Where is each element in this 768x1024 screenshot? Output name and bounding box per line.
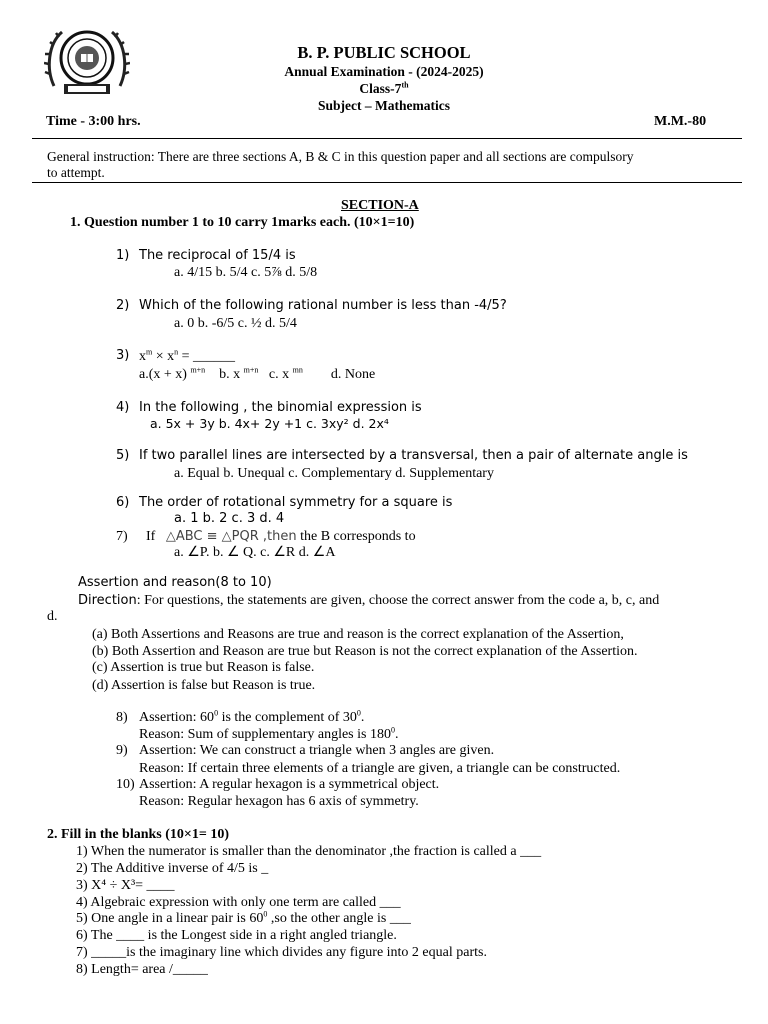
mcq-4-options: a. 5x + 3y b. 4x+ 2y +1 c. 3xy² d. 2x⁴: [150, 416, 389, 431]
mcq-1-text: The reciprocal of 15/4 is: [139, 248, 296, 263]
general-instruction-line2: to attempt.: [47, 165, 105, 180]
mcq-7-text: If △ABC ≡ △PQR ,then the B corresponds to: [146, 529, 416, 544]
assertion-heading: Assertion and reason(8 to 10): [78, 575, 272, 590]
mcq-4-text: In the following , the binomial expression is: [139, 400, 422, 415]
code-d: (d) Assertion is false but Reason is true.: [92, 678, 316, 693]
fill-blank-1: 1) When the numerator is smaller than the denominator ,the fraction is called a ___: [76, 844, 542, 859]
divider-top: [32, 138, 742, 139]
ar-10-reason: Reason: Regular hexagon has 6 axis of symmetry.: [139, 794, 419, 809]
fill-blank-3: 3) X⁴ ÷ X³= ____: [76, 878, 175, 893]
fill-blank-7: 7) _____is the imaginary line which divides any figure into 2 equal parts.: [76, 945, 487, 960]
school-name: B. P. PUBLIC SCHOOL: [297, 43, 471, 62]
mcq-7-number: 7): [116, 529, 128, 544]
mcq-5-number: 5): [116, 448, 130, 463]
fill-blank-6: 6) The ____ is the Longest side in a right angled triangle.: [76, 928, 397, 943]
mcq-5-text: If two parallel lines are intersected by a transversal, then a pair of alternate angle is: [139, 448, 688, 463]
mcq-3-options: a.(x + x) $^{m+n}$ b. x $^{m+n}$ c. x $^{mn}$ d. None: [139, 365, 376, 382]
code-a: (a) Both Assertions and Reasons are true and reason is the correct explanation of the Assertion,: [92, 627, 624, 642]
section-a-title: SECTION-A: [341, 198, 419, 213]
exam-title: Annual Examination - (2024-2025): [284, 64, 484, 79]
mcq-4-number: 4): [116, 400, 130, 415]
mcq-2-options: a. 0 b. -6/5 c. ½ d. 5/4: [174, 316, 297, 331]
divider-bottom: [32, 182, 742, 183]
mcq-7-options: a. ∠P. b. ∠ Q. c. ∠R d. ∠A: [174, 545, 336, 560]
ar-8-reason: Reason: Sum of supplementary angles is $180^0$.: [139, 725, 399, 742]
code-b: (b) Both Assertion and Reason are true but Reason is not the correct explanation of the Assertion.: [92, 644, 638, 659]
time-label: Time - 3:00 hrs.: [46, 114, 141, 129]
mcq-6-text: The order of rotational symmetry for a square is: [139, 495, 453, 510]
assertion-direction: Direction: For questions, the statements are given, choose the correct answer from the code a, b, c, and: [78, 593, 660, 608]
fill-blanks-heading: 2. Fill in the blanks (10×1= 10): [47, 827, 230, 842]
max-marks: M.M.-80: [654, 114, 707, 129]
ar-8-assertion: Assertion: $60^0$ is the complement of $30^0$.: [139, 708, 365, 725]
mcq-1-number: 1): [116, 248, 130, 263]
q1-heading: 1. Question number 1 to 10 carry 1marks each. (10×1=10): [70, 215, 415, 230]
ar-8-number: 8): [116, 710, 128, 725]
assertion-direction-tail: d.: [47, 609, 58, 624]
ar-10-assertion: Assertion: A regular hexagon is a symmetrical object.: [139, 777, 440, 792]
mcq-2-number: 2): [116, 298, 130, 313]
mcq-2-text: Which of the following rational number is less than -4/5?: [139, 298, 507, 313]
class-label: Class-7th: [359, 80, 409, 96]
mcq-3-number: 3): [116, 348, 130, 363]
subject-label: Subject – Mathematics: [318, 98, 450, 113]
fill-blank-2: 2) The Additive inverse of 4/5 is _: [76, 861, 269, 876]
general-instruction-line1: General instruction: There are three sections A, B & C in this question paper and all sections are compulsory: [47, 149, 634, 164]
mcq-6-options: a. 1 b. 2 c. 3 d. 4: [174, 511, 285, 526]
mcq-3-text: $x^m \times x^n$ = ______: [139, 347, 236, 364]
fill-blank-4: 4) Algebraic expression with only one term are called ___: [76, 895, 401, 910]
ar-10-number: 10): [116, 777, 135, 792]
code-c: (c) Assertion is true but Reason is false.: [92, 660, 315, 675]
mcq-5-options: a. Equal b. Unequal c. Complementary d. Supplementary: [174, 466, 494, 481]
ar-9-reason: Reason: If certain three elements of a triangle are given, a triangle can be constructed.: [139, 761, 621, 776]
mcq-1-options: a. 4/15 b. 5/4 c. 5⅞ d. 5/8: [174, 265, 318, 280]
fill-blank-8: 8) Length= area /_____: [76, 962, 208, 977]
fill-blank-5: 5) One angle in a linear pair is $60^0$ ,so the other angle is ___: [76, 909, 411, 926]
mcq-6-number: 6): [116, 495, 130, 510]
ar-9-assertion: Assertion: We can construct a triangle when 3 angles are given.: [139, 743, 495, 758]
ar-9-number: 9): [116, 743, 128, 758]
